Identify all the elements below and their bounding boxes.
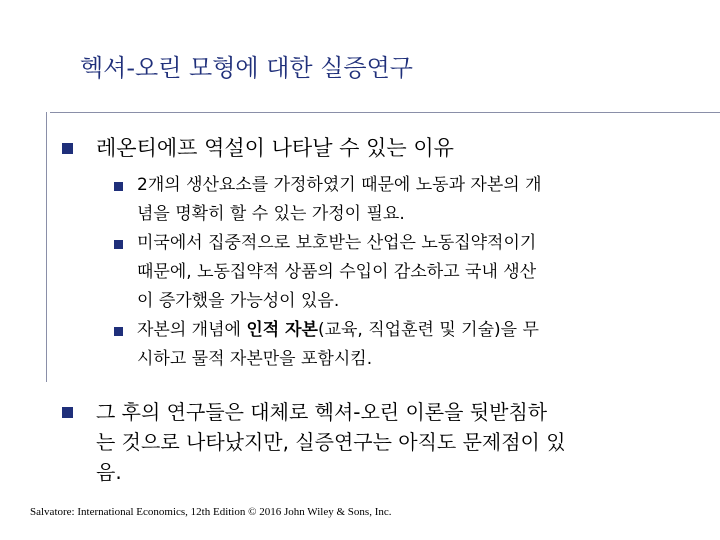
bullet1-text: 레온티에프 역설이 나타날 수 있는 이유	[96, 136, 454, 160]
subitem2-text	[137, 229, 536, 316]
bullet-square-icon	[62, 143, 73, 154]
subitem2-line2: 때문에, 노동집약적 상품의 수입이 감소하고 국내 생산	[137, 262, 537, 282]
slide-title: 헥셔-오린 모형에 대한 실증연구	[80, 54, 413, 82]
vertical-divider	[46, 112, 47, 382]
subitem3-text	[137, 316, 539, 374]
subitem2-line1: 미국에서 집중적으로 보호받는 산업은 노동집약적이기	[137, 233, 537, 253]
subitem3-line1-pre: 자본의 개념에	[137, 320, 247, 340]
bullet2-line1: 그 후의 연구들은 대체로 헥셔-오린 이론을 뒷받침하	[96, 400, 548, 424]
subitem3-line1-bold: 인적 자본	[246, 320, 318, 340]
bullet2-line3: 음.	[96, 460, 122, 484]
bullet2-line2: 는 것으로 나타났지만, 실증연구는 아직도 문제점이 있	[96, 430, 566, 454]
sub-bullet-square-icon	[114, 240, 123, 249]
horizontal-divider	[50, 112, 720, 113]
subitem3-line1	[137, 316, 539, 345]
subitem3-line2: 시하고 물적 자본만을 포함시킴.	[137, 349, 373, 369]
sub-bullet-square-icon	[114, 327, 123, 336]
subitem1-line1: 2개의 생산요소를 가정하였기 때문에 노동과 자본의 개	[137, 175, 542, 195]
subitem2-line3: 이 증가했을 가능성이 있음.	[137, 291, 340, 311]
sub-bullet-square-icon	[114, 182, 123, 191]
subitem1-line2: 념을 명확히 할 수 있는 가정이 필요.	[137, 204, 405, 224]
footer-citation: Salvatore: International Economics, 12th Edition © 2016 John Wiley & Sons, Inc.	[30, 506, 392, 518]
subitem3-line1-post: (교육, 직업훈련 및 기술)을 무	[317, 320, 539, 340]
bullet2-text	[96, 397, 566, 487]
subitem1-text	[137, 171, 542, 229]
bullet-square-icon	[62, 407, 73, 418]
